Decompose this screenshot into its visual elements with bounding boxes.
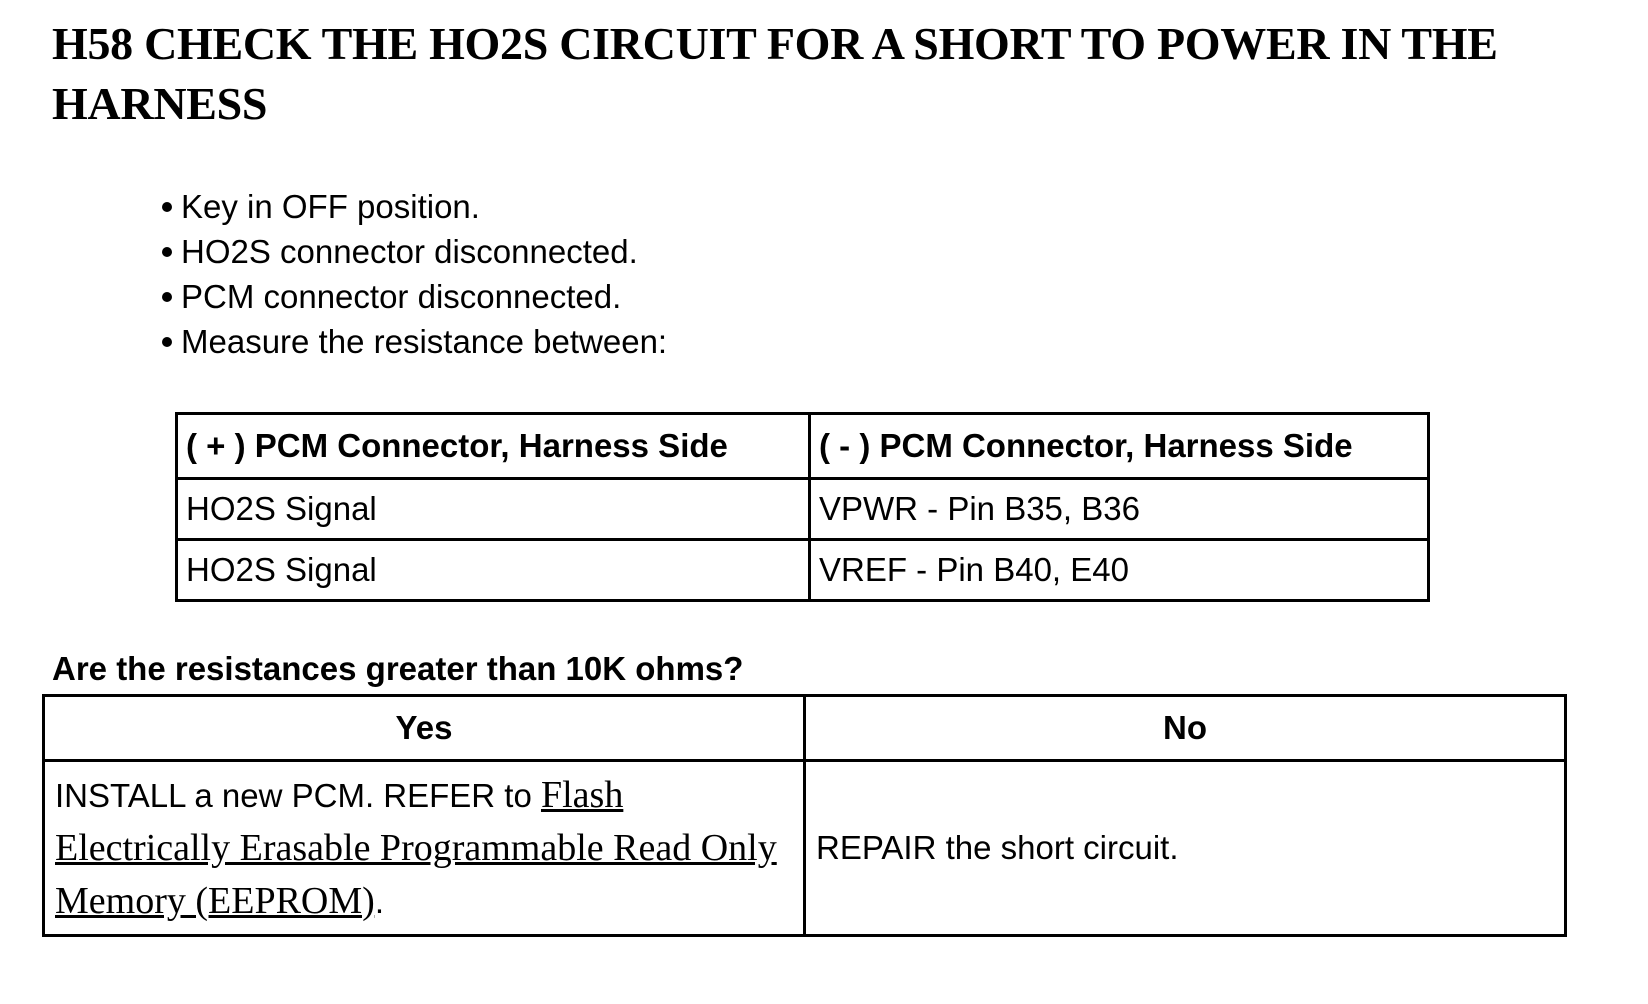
question-text: Are the resistances greater than 10K ohms? — [52, 650, 744, 687]
table-cell: VREF - Pin B40, E40 — [810, 540, 1429, 601]
bullet-icon — [162, 247, 172, 257]
list-item — [162, 184, 667, 229]
no-header: No — [805, 696, 1566, 761]
step-text: PCM connector disconnected. — [181, 278, 622, 315]
table-row — [177, 479, 1429, 540]
bullet-icon — [162, 337, 172, 347]
list-item — [162, 319, 667, 364]
table-cell: HO2S Signal — [177, 479, 810, 540]
measurement-table — [175, 412, 1430, 602]
table-header-row — [177, 414, 1429, 479]
yes-action-suffix: . — [374, 882, 384, 920]
positive-lead-header: ( + ) PCM Connector, Harness Side — [177, 414, 810, 479]
yes-action-cell — [44, 761, 805, 936]
bullet-icon — [162, 202, 172, 212]
yes-action-text — [55, 769, 793, 928]
yes-header: Yes — [44, 696, 805, 761]
list-item — [162, 229, 667, 274]
list-item — [162, 274, 667, 319]
table-row — [177, 540, 1429, 601]
step-text: Measure the resistance between: — [181, 323, 668, 360]
no-action-text: REPAIR the short circuit. — [816, 829, 1179, 866]
table-row — [44, 761, 1566, 936]
no-action-cell — [805, 761, 1566, 936]
result-table — [42, 694, 1567, 937]
table-cell: HO2S Signal — [177, 540, 810, 601]
yes-action-prefix: INSTALL a new PCM. REFER to — [55, 776, 541, 814]
eeprom-link[interactable]: Flash Electrically Erasable Programmable Read Only Memory (EEPROM) — [55, 773, 777, 922]
table-header-row — [44, 696, 1566, 761]
step-list — [162, 184, 667, 364]
step-text: HO2S connector disconnected. — [181, 233, 638, 270]
table-cell: VPWR - Pin B35, B36 — [810, 479, 1429, 540]
bullet-icon — [162, 292, 172, 302]
step-text: Key in OFF position. — [181, 188, 480, 225]
negative-lead-header: ( - ) PCM Connector, Harness Side — [810, 414, 1429, 479]
page-title: H58 CHECK THE HO2S CIRCUIT FOR A SHORT TO POWER IN THE HARNESS — [52, 18, 1498, 129]
